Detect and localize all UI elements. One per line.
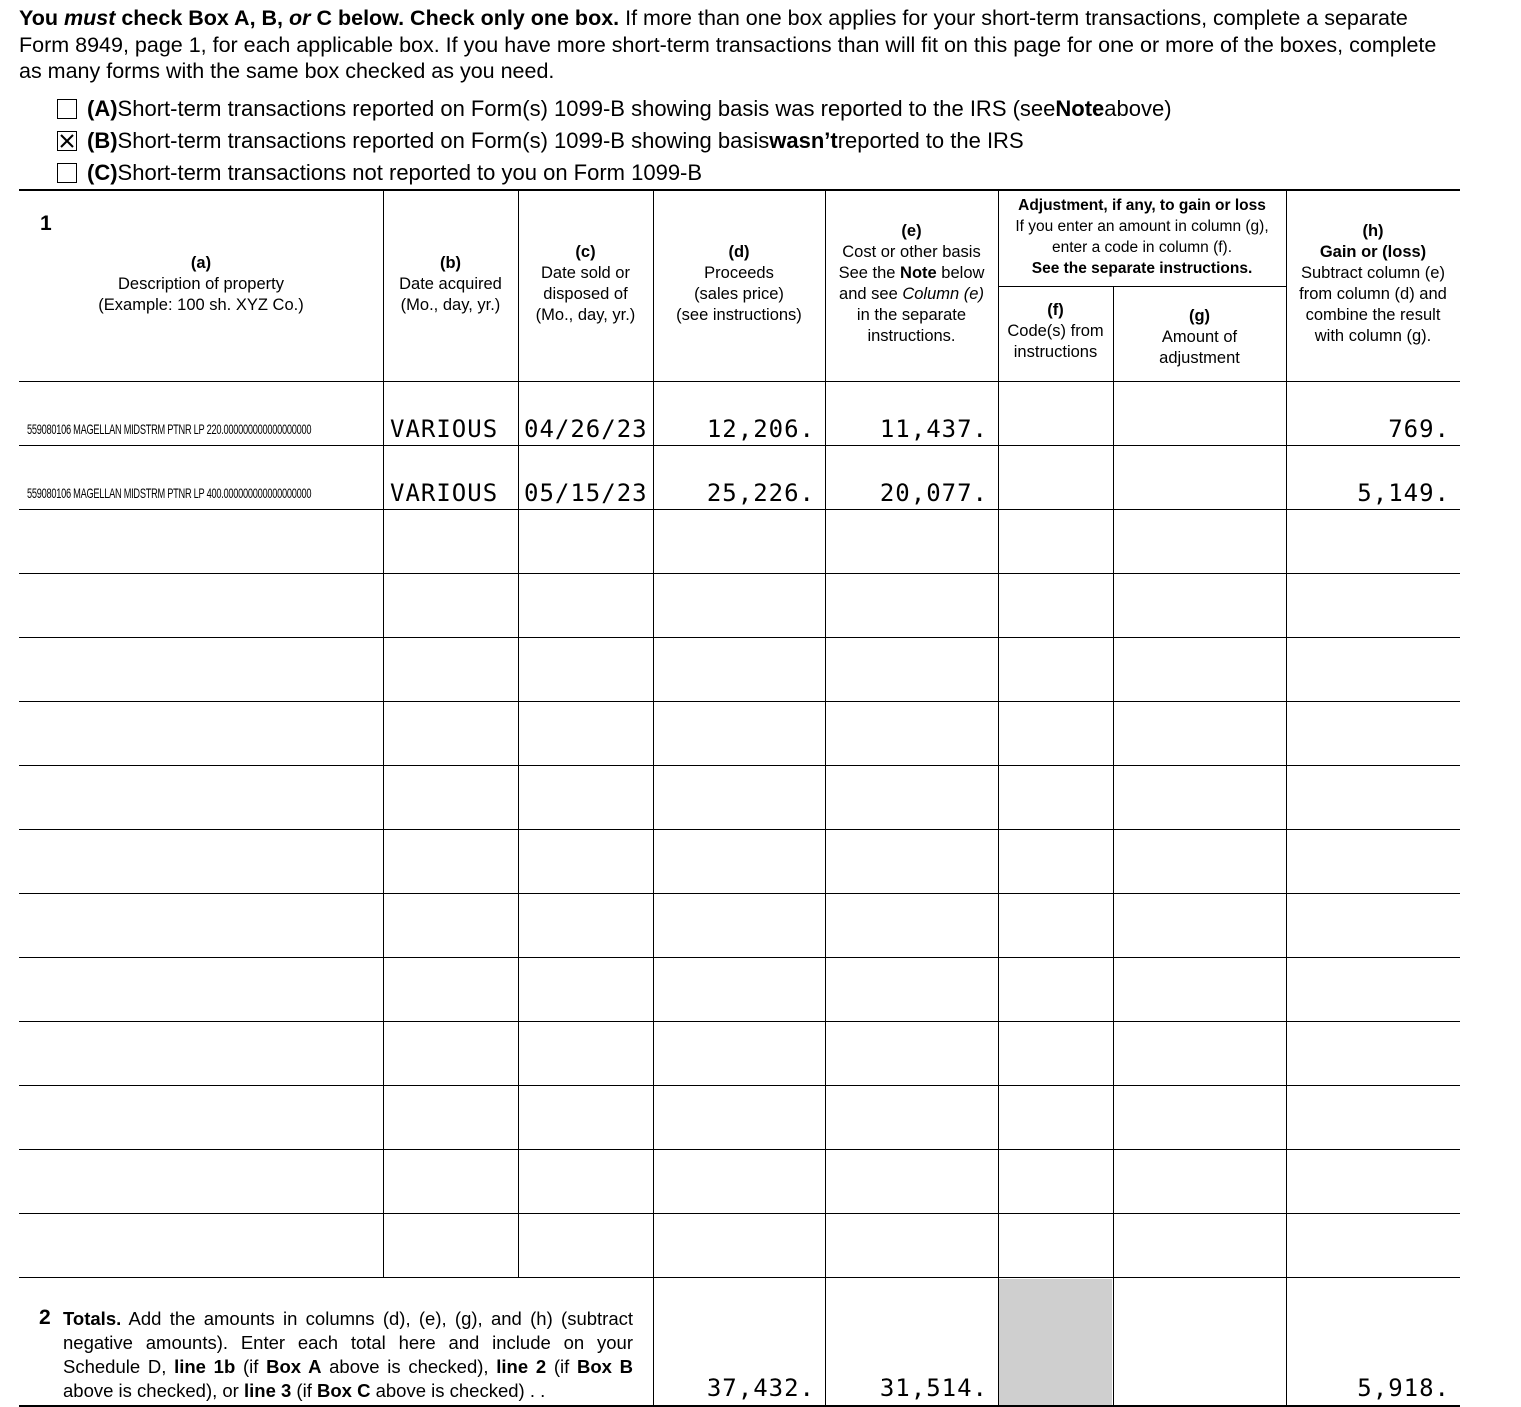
row-2-proceeds: 25,226. [706,479,815,507]
checkmark-x-icon [59,133,75,149]
row-1-description: 559080106 MAGELLAN MIDSTRM PTNR LP 220.000000000000000000 [27,421,312,437]
checkbox-b-letter: (B) [87,128,118,153]
grid-h-line [19,765,1460,766]
grid-v-line [653,189,654,1405]
grid-h-line [19,189,1460,191]
grid-h-line [19,893,1460,894]
total-cost: 31,514. [879,1374,988,1402]
row-2-date-acquired: VARIOUS [390,479,499,507]
checkbox-row-c [57,159,702,187]
grid-h-line [19,829,1460,830]
row-1-proceeds: 12,206. [706,415,815,443]
header-d: (d) Proceeds (sales price) (see instructions) [676,243,802,324]
checkbox-row-b [57,127,1024,155]
grid-h-line [19,1405,1460,1407]
checkbox-c-letter: (C) [87,160,118,185]
checkbox-a-letter: (A) [87,96,118,121]
total-gain: 5,918. [1357,1374,1450,1402]
checkbox-a-text: Short-term transactions reported on Form(s) 1099-B showing basis was reported to the IRS (see [117,96,1056,121]
grid-h-line [19,1085,1460,1086]
checkbox-b-text-end: reported to the IRS [837,128,1024,153]
checkbox-b[interactable] [57,131,77,151]
row-2-description: 559080106 MAGELLAN MIDSTRM PTNR LP 400.000000000000000000 [27,485,312,501]
checkbox-a-text-end: above) [1104,96,1172,121]
grid-h-line [19,637,1460,638]
header-g: (g) Amount of adjustment [1159,307,1240,367]
grid-h-line [19,381,1460,382]
header-e: (e) Cost or other basis See the Note below and see Column (e) in the separate instructions. [838,222,985,345]
instructions-paragraph: You must check Box A, B, or C below. Check only one box. If more than one box applies for your short-term transactions, complete a separate Form 8949, page 1, for each applicable box. If you have more short-term transactions than will fit on this page for one or more of the boxes, complete as many forms with the same box checked as you need. [19,6,1437,83]
row-1-gain: 769. [1388,415,1450,443]
row-2-cost: 20,077. [879,479,988,507]
checkbox-c[interactable] [57,163,77,183]
row-1-date-sold: 04/26/23 [524,415,648,443]
grid-v-line [1113,286,1114,1405]
row-1-date-acquired: VARIOUS [390,415,499,443]
line-2-number: 2 [39,1306,51,1329]
grid-v-line [1286,189,1287,1405]
header-adjustment: Adjustment, if any, to gain or loss If you enter an amount in column (g), enter a code in column (f). See the separate instructions. [1015,197,1269,277]
grid-h-line [19,957,1460,958]
row-2-date-sold: 05/15/23 [524,479,648,507]
grid-h-line [19,1021,1460,1022]
grid-h-line [998,286,1286,287]
line-1-number: 1 [40,212,52,235]
grid-h-line [19,1213,1460,1214]
row-1-cost: 11,437. [879,415,988,443]
header-a: (a) Description of property (Example: 100 sh. XYZ Co.) [98,254,304,314]
checkbox-a[interactable] [57,99,77,119]
header-f: (f) Code(s) from instructions [1007,301,1104,361]
checkbox-c-text: Short-term transactions not reported to you on Form 1099-B [117,160,703,185]
checkbox-row-a [57,95,1172,123]
grid-v-line [825,189,826,1405]
checkbox-b-text: Short-term transactions reported on Form(s) 1099-B showing basis [117,128,770,153]
header-h: (h) Gain or (loss) Subtract column (e) from column (d) and combine the result with column (g). [1299,222,1447,345]
checkbox-a-bold: Note [1055,96,1105,121]
shaded-cell-f [999,1279,1112,1405]
total-proceeds: 37,432. [706,1374,815,1402]
checkbox-b-bold: wasn’t [769,128,838,153]
row-2-gain: 5,149. [1357,479,1450,507]
grid-h-line [19,573,1460,574]
grid-h-line [19,1149,1460,1150]
grid-v-line [383,189,384,1278]
grid-h-line [19,445,1460,446]
totals-instructions: Totals. Add the amounts in columns (d), (e), (g), and (h) (subtract negative amounts). Enter each total here and include on your Schedule D, line 1b (if Box A above is checked), line 2 (if Box B above is checked), or line 3 (if Box C above is checked) . . [63,1308,633,1401]
grid-h-line [19,701,1460,702]
grid-h-line [19,509,1460,510]
header-b: (b) Date acquired (Mo., day, yr.) [399,254,502,314]
grid-h-line [19,1277,1460,1278]
grid-v-line [518,189,519,1278]
header-c: (c) Date sold or disposed of (Mo., day, yr.) [535,243,636,324]
grid-v-line [998,189,999,1405]
